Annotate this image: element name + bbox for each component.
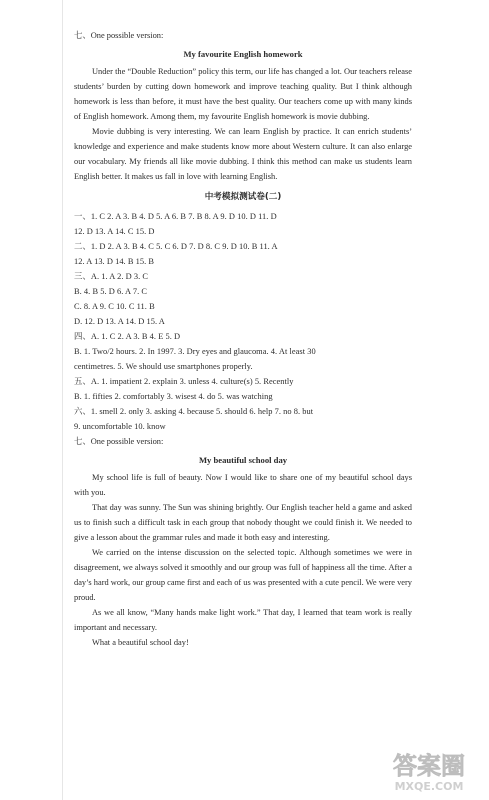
- answer-line: C. 8. A 9. C 10. C 11. B: [74, 302, 155, 311]
- section-7-label: 七、One possible version:: [74, 437, 164, 446]
- answer-line: D. 12. D 13. A 14. D 15. A: [74, 317, 165, 326]
- exam-title: 中考模拟测试卷(二): [204, 192, 282, 202]
- watermark-url: MXQE.COM: [394, 780, 464, 793]
- answer-line: 12. D 13. A 14. C 15. D: [74, 227, 155, 236]
- essay-2-paragraph: As we all know, “Many hands make light work.” That day, I learned that team work is really important and necessary.: [74, 608, 412, 632]
- answer-line: 9. uncomfortable 10. know: [74, 422, 166, 431]
- answer-line: 二、1. D 2. A 3. B 4. C 5. C 6. D 7. D 8. C 9. D 10. B 11. A: [74, 242, 278, 251]
- essay-2-title: My beautiful school day: [198, 455, 288, 465]
- essay-1-paragraph: Under the “Double Reduction” policy this term, our life has changed a lot. Our teachers release students’ burden by cutting down homework and improve teaching quality. But I think although homework is less than before, it must have the best quality. Our teachers come up with many kinds of English homework. Among them, my favourite English homework is movie dubbing.: [74, 67, 412, 121]
- answer-line: B. 4. B 5. D 6. A 7. C: [74, 287, 147, 296]
- answer-line: 一、1. C 2. A 3. B 4. D 5. A 6. B 7. B 8. A 9. D 10. D 11. D: [74, 212, 277, 221]
- answer-line: 四、A. 1. C 2. A 3. B 4. E 5. D: [74, 332, 181, 341]
- essay-2-paragraph: We carried on the intense discussion on the selected topic. Although sometimes we were in disagreement, we always solved it smoothly and our group was full of happiness all the time. After a day’s hard work, our group came first and each of us was presented with a cute pencil. We were very proud.: [74, 548, 412, 602]
- watermark-logo: [375, 746, 483, 794]
- answer-line: centimetres. 5. We should use smartphones properly.: [74, 362, 253, 371]
- answer-line: B. 1. Two/2 hours. 2. In 1997. 3. Dry eyes and glaucoma. 4. At least 30: [74, 347, 316, 356]
- content-column: [74, 28, 412, 650]
- essay-2-paragraph: That day was sunny. The Sun was shining brightly. Our English teacher held a game and asked us to finish such a difficult task in each group that nobody thought we could finish it. We needed to give a lesson about the grammar rules and made it both easy and interesting.: [74, 503, 412, 542]
- answer-line: 五、A. 1. impatient 2. explain 3. unless 4. culture(s) 5. Recently: [74, 377, 294, 386]
- essay-2-paragraph: My school life is full of beauty. Now I would like to share one of my beautiful school days with you.: [74, 473, 412, 497]
- essay-1-title: My favourite English homework: [183, 49, 303, 59]
- section-7-label: 七、One possible version:: [74, 31, 164, 40]
- answer-line: B. 1. fifties 2. comfortably 3. wisest 4. do 5. was watching: [74, 392, 273, 401]
- essay-2-paragraph: What a beautiful school day!: [92, 638, 189, 647]
- margin-line: [62, 0, 63, 800]
- essay-1-paragraph: Movie dubbing is very interesting. We can learn English by practice. It can enrich students’ knowledge and experience and make students know more about Western culture. It can also enlarge our vocabulary. My friends all like movie dubbing. I think this method can make us students learn English better. It makes us fall in love with learning English.: [74, 127, 412, 181]
- answer-line: 12. A 13. D 14. B 15. B: [74, 257, 155, 266]
- watermark-text: 答案圈: [393, 752, 465, 780]
- answer-line: 六、1. smell 2. only 3. asking 4. because 5. should 6. help 7. no 8. but: [74, 407, 314, 416]
- answer-line: 三、A. 1. A 2. D 3. C: [74, 272, 149, 281]
